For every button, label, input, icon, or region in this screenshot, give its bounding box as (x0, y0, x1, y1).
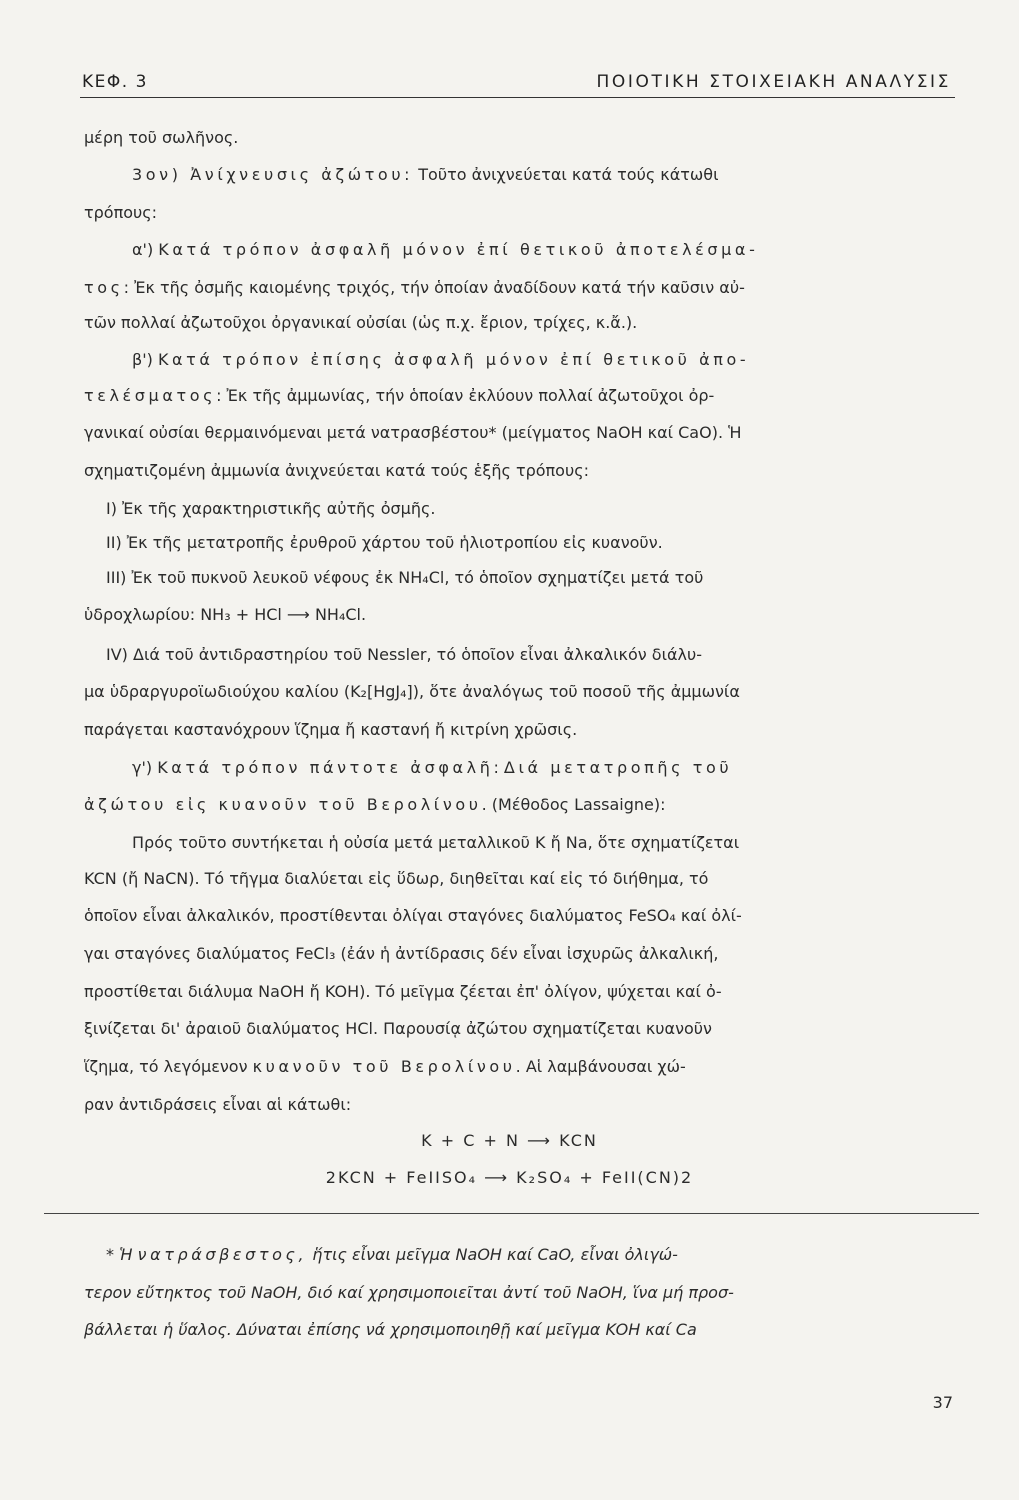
text-span: Τοῦτο ἀνιχνεύεται κατά τούς κάτωθι (413, 165, 719, 184)
text-line (84, 1057, 953, 1077)
text-line: σχηματιζομένη ἀμμωνία ἀνιχνεύεται κατά τούς ἑξῆς τρόπους: (84, 461, 590, 480)
text-span: : (493, 758, 504, 777)
text-line: μέρη τοῦ σωλῆνος. (84, 128, 239, 147)
subheading: Κατά τρόπον ἀσφαλῆ μόνον ἐπί θετικοῦ ἀποτελέσμα- (158, 240, 759, 259)
subheading: Διά μετατροπῆς τοῦ (503, 758, 733, 777)
header-rule (80, 97, 955, 98)
list-item: I) Ἐκ τῆς χαρακτηριστικῆς αὐτῆς ὀσμῆς. (106, 499, 436, 518)
equation-1: K + C + N ⟶ KCN (421, 1131, 598, 1150)
text-line (84, 278, 953, 298)
text-line: ὁποῖον εἶναι ἀλκαλικόν, προστίθενται ὀλίγαι σταγόνες διαλύματος FeSO₄ καί ὀλί- (84, 906, 742, 925)
text-line: παράγεται καστανόχρουν ἵζημα ἤ καστανή ἤ κιτρίνη χρῶσις. (84, 720, 578, 739)
subheading: ἀζώτου εἰς κυανοῦν τοῦ Βερολίνου (84, 795, 482, 814)
item-marker: β') (132, 350, 158, 369)
text-line: ὑδροχλωρίου: NH₃ + HCl ⟶ NH₄Cl. (84, 605, 367, 624)
text-line: γαι σταγόνες διαλύματος FeCl₃ (ἐάν ἡ ἀντίδρασις δέν εἶναι ἰσχυρῶς ἀλκαλική, (84, 944, 719, 963)
text-span: . Αἱ λαμβάνουσαι χώ- (515, 1057, 686, 1076)
subheading: τελέσματος (84, 386, 217, 405)
text-span: . (Μέθοδος Lassaigne): (481, 795, 666, 814)
footnote-line (106, 1245, 953, 1265)
page-header-title: ΠΟΙΟΤΙΚΗ ΣΤΟΙΧΕΙΑΚΗ ΑΝΑΛΥΣΙΣ (596, 72, 951, 92)
text-line: KCN (ἤ NaCN). Τό τῆγμα διαλύεται εἰς ὕδωρ, διηθεῖται καί εἰς τό διήθημα, τό (84, 869, 709, 888)
text-span: ἵζημα, τό λεγόμενον (84, 1057, 253, 1076)
page-number: 37 (932, 1393, 953, 1412)
text-line: μα ὑδραργυροϊωδιούχου καλίου (K₂[HgJ₄]), ὅτε ἀναλόγως τοῦ ποσοῦ τῆς ἀμμωνία (84, 682, 740, 701)
item-marker: γ') (132, 758, 158, 777)
text-span: : Ἐκ τῆς ὀσμῆς καιομένης τριχός, τήν ὁποίαν ἀναδίδουν κατά τήν καῦσιν αὐ- (123, 278, 745, 297)
text-line: προστίθεται διάλυμα NaOH ἤ KOH). Τό μεῖγμα ζέεται ἐπ' ὀλίγον, ψύχεται καί ὀ- (84, 982, 722, 1001)
subheading: Κατά τρόπον πάντοτε ἀσφαλῆ (157, 758, 494, 777)
section-heading: 3ον) Ἀνίχνευσις ἀζώτου: (132, 165, 414, 184)
list-item: III) Ἐκ τοῦ πυκνοῦ λευκοῦ νέφους ἐκ NH₄Cl, τό ὁποῖον σχηματίζει μετά τοῦ (106, 568, 704, 587)
text-line (84, 795, 953, 815)
footnote-separator (44, 1213, 979, 1214)
subheading-line (132, 240, 953, 260)
footnote-term: νατράσβεστος, (137, 1245, 308, 1264)
text-line: ξινίζεται δι' ἀραιοῦ διαλύματος HCl. Παρουσίᾳ ἀζώτου σχηματίζεται κυανοῦν (84, 1019, 712, 1038)
equation-2: 2KCN + FeIISO₄ ⟶ K₂SO₄ + FeII(CN)2 (325, 1168, 694, 1187)
footnote-line: βάλλεται ἡ ὕαλος. Δύναται ἐπίσης νά χρησιμοποιηθῇ καί μεῖγμα KOH καί Ca (84, 1320, 697, 1339)
text-line: τῶν πολλαί ἀζωτοῦχοι ὀργανικαί οὐσίαι (ὡς π.χ. ἔριον, τρίχες, κ.ἄ.). (84, 313, 638, 332)
list-item: II) Ἐκ τῆς μετατροπῆς ἐρυθροῦ χάρτου τοῦ ἡλιοτροπίου εἰς κυανοῦν. (106, 533, 663, 552)
text-line: Πρός τοῦτο συντήκεται ἡ οὐσία μετά μεταλλικοῦ K ἤ Na, ὅτε σχηματίζεται (132, 833, 740, 852)
emphasis: κυανοῦν τοῦ Βερολίνου (252, 1057, 516, 1076)
text-line: ραν ἀντιδράσεις εἶναι αἱ κάτωθι: (84, 1095, 352, 1114)
text-span: ἥτις εἶναι μεῖγμα NaOH καί CaO, εἶναι ὀλιγώ- (307, 1245, 678, 1264)
subheading-line (132, 758, 953, 778)
item-marker: α') (132, 240, 159, 259)
subheading: Κατά τρόπον ἐπίσης ἀσφαλῆ μόνον ἐπί θετικοῦ ἀπο- (157, 350, 750, 369)
text-line (84, 386, 953, 406)
subheading-line (132, 350, 953, 370)
chapter-label: ΚΕΦ. 3 (82, 72, 148, 92)
footnote-marker: * Ἡ (106, 1245, 138, 1264)
text-span: : Ἐκ τῆς ἀμμωνίας, τήν ὁποίαν ἐκλύουν πολλαί ἀζωτοῦχοι ὀρ- (216, 386, 715, 405)
subheading: τος (84, 278, 124, 297)
footnote-line: τερον εὔτηκτος τοῦ NaOH, διό καί χρησιμοποιεῖται ἀντί τοῦ NaOH, ἵνα μή προσ- (84, 1283, 734, 1302)
section-heading-line (132, 165, 953, 185)
list-item: IV) Διά τοῦ ἀντιδραστηρίου τοῦ Nessler, τό ὁποῖον εἶναι ἀλκαλικόν διάλυ- (106, 645, 703, 664)
text-line: γανικαί οὐσίαι θερμαινόμεναι μετά νατρασβέστου* (μείγματος NaOH καί CaO). Ἡ (84, 423, 742, 442)
text-line: τρόπους: (84, 203, 158, 222)
